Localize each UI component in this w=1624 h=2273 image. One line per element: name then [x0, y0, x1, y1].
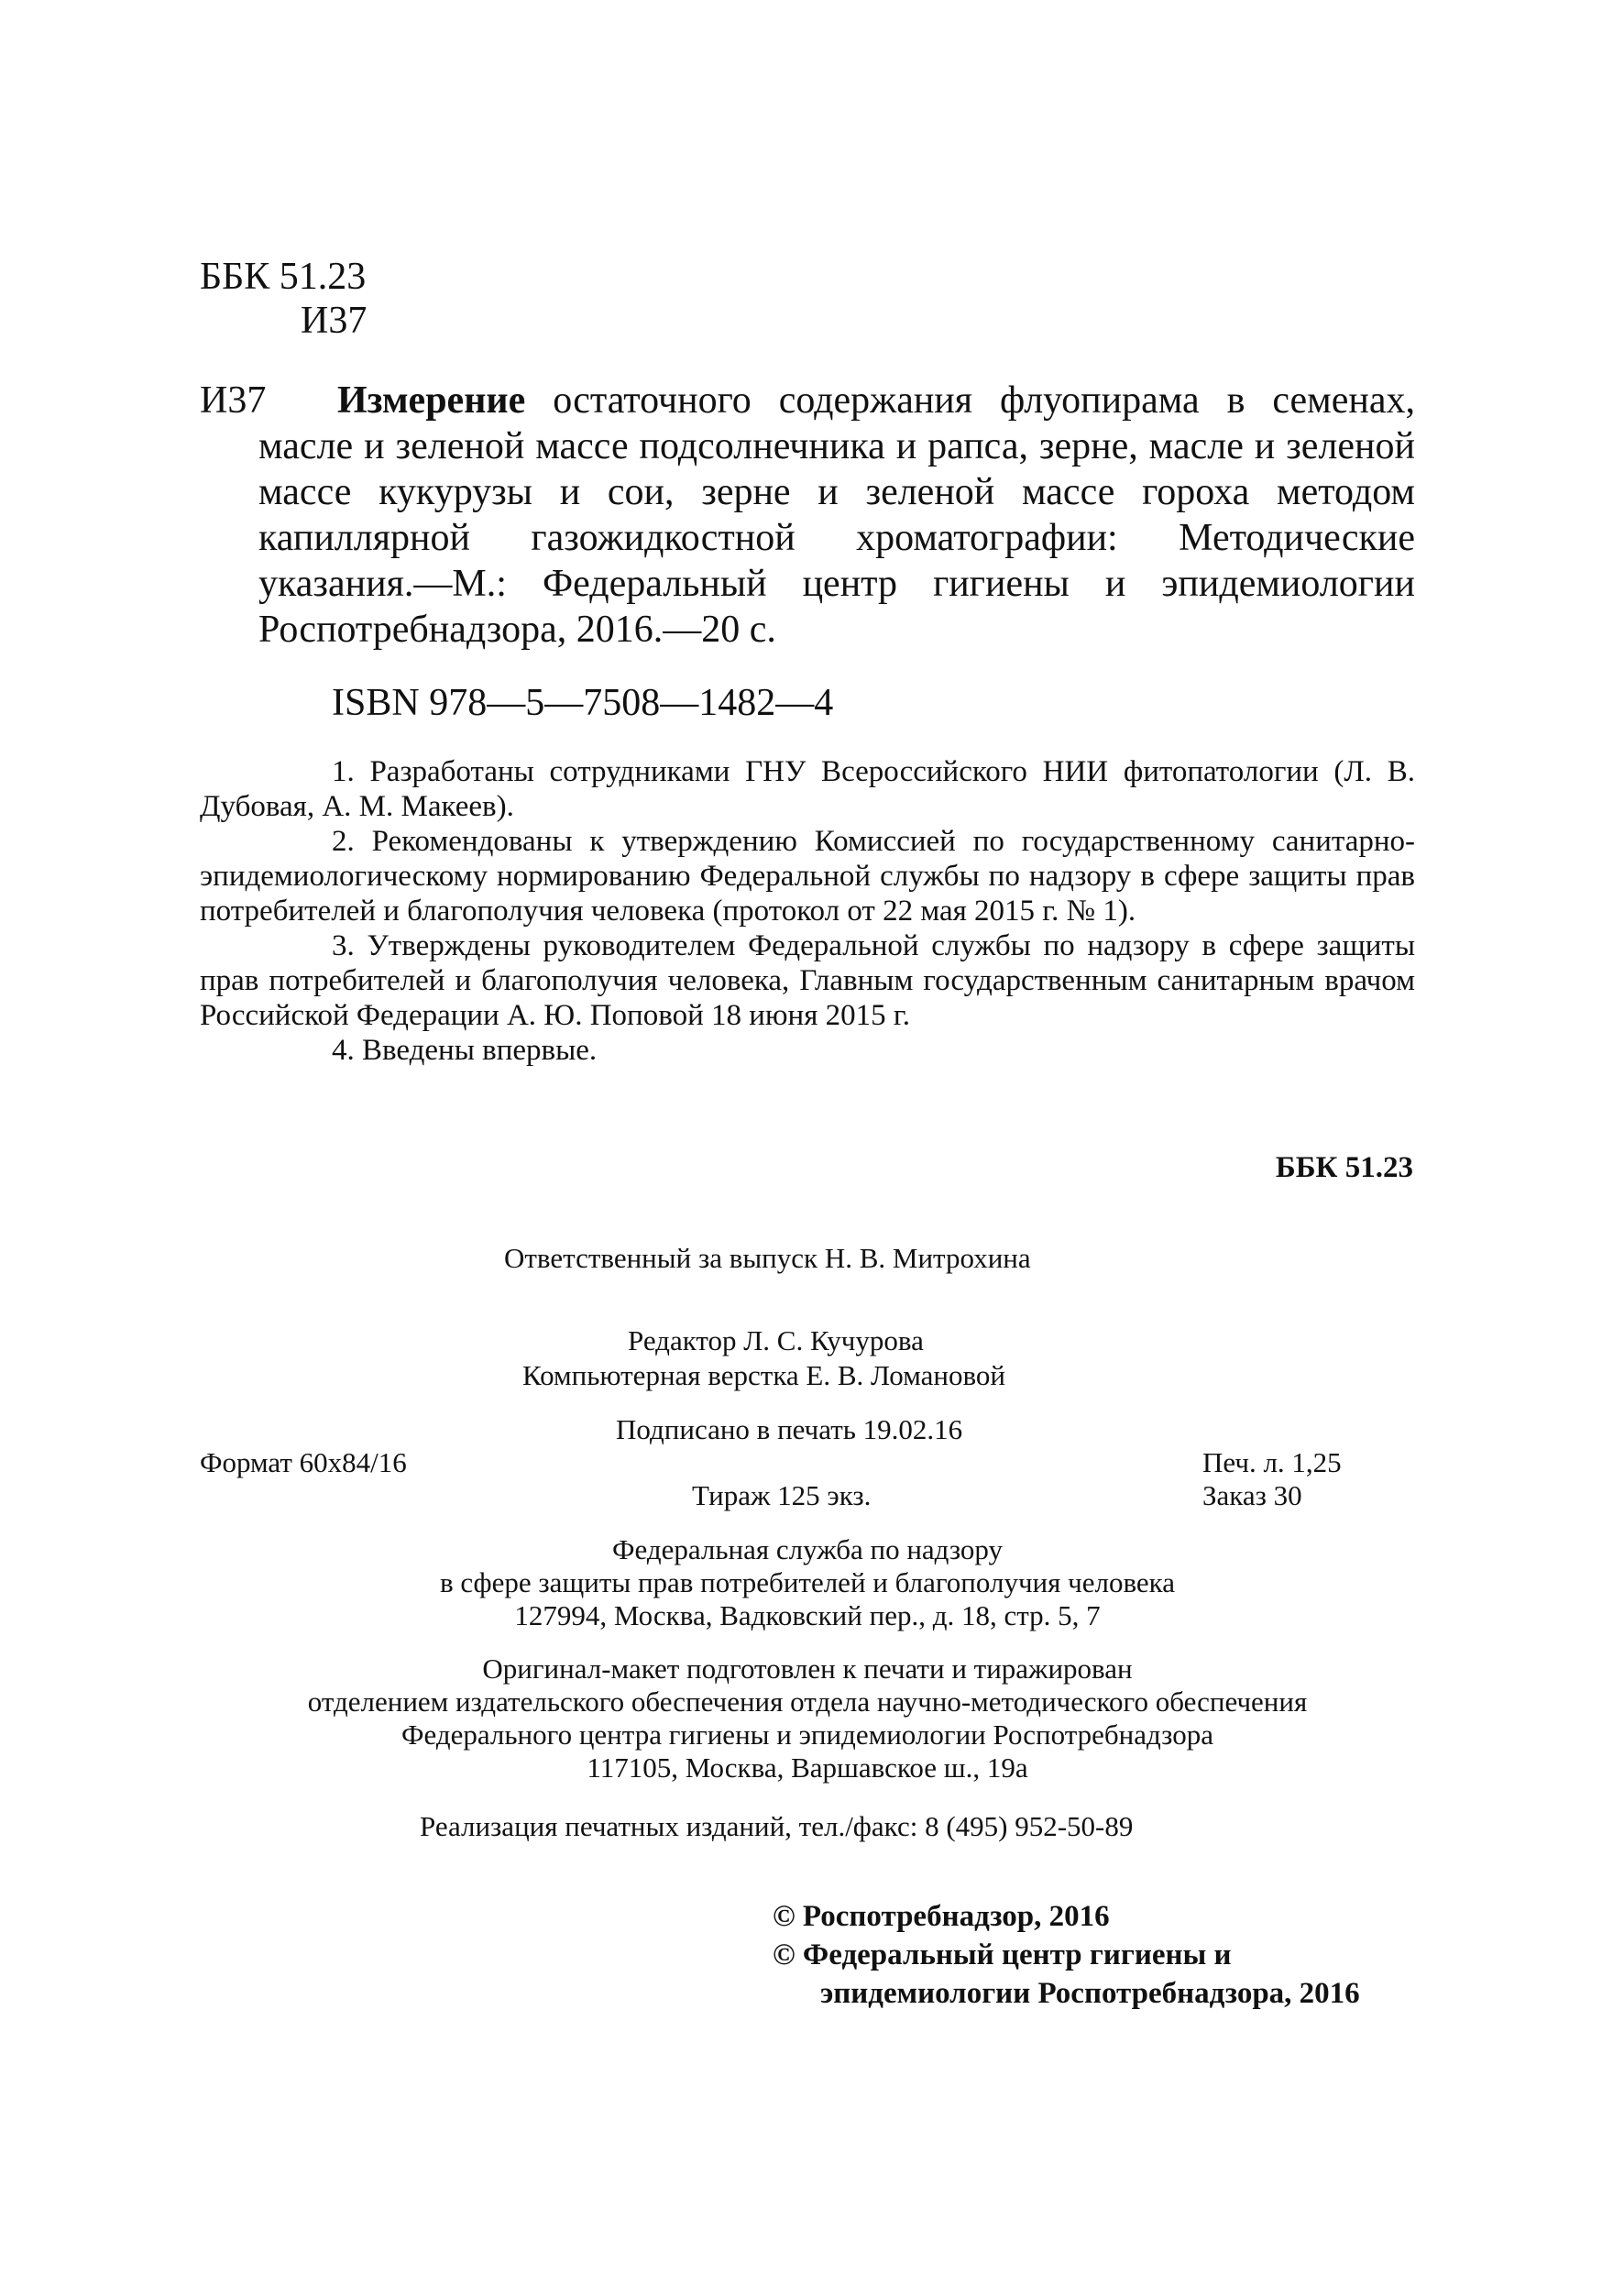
notes-list [200, 754, 1415, 1068]
print-run: Тираж 125 экз. [692, 1479, 872, 1511]
printed-sheets: Печ. л. 1,25 [1202, 1446, 1342, 1478]
signed-date: Подписано в печать 19.02.16 [616, 1413, 963, 1445]
sales-contact: Реализация печатных изданий, тел./факс: 8 (495) 952-50-89 [420, 1810, 1134, 1842]
note-item: 2. Рекомендованы к утверждению Комиссией по государственному санитарно-эпидемиологическому нормированию Федеральной службы по надзору в сфере защиты прав потребителей и благополучия человека (протокол от 22 мая 2015 г. № 1). [200, 825, 1415, 928]
publisher-line: Федеральная служба по надзору [612, 1533, 1003, 1565]
printer-line: Оригинал-макет подготовлен к печати и тиражирован [482, 1653, 1133, 1685]
order-number: Заказ 30 [1202, 1479, 1302, 1511]
printer-line: Федерального центра гигиены и эпидемиологии Роспотребнадзора [401, 1718, 1213, 1751]
publisher-block [200, 1533, 1415, 1632]
bbk-code: ББК 51.23 [200, 256, 367, 298]
responsible-editor: Ответственный за выпуск Н. В. Митрохина [504, 1242, 1031, 1274]
note-item: 1. Разработаны сотрудниками ГНУ Всероссийского НИИ фитопатологии (Л. В. Дубовая, А. М. Макеев). [200, 755, 1415, 823]
copyright-line: © Роспотребнадзор, 2016 [773, 1900, 1110, 1933]
entry-title-rest: остаточного содержания флуопирама в семенах, масле и зеленой массе подсолнечника и рапса, зерне, масле и зеленой массе кукурузы и сои, зерне и зеленой массе гороха методом капиллярной газожидкостной хроматографии: Методические указания.—М.: Федеральный центр гигиены и эпидемиологии Роспотребнадзора, 2016.—20 с. [258, 379, 1415, 651]
copyright-line: эпидемиологии Роспотребнадзора, 2016 [820, 1977, 1360, 2010]
note-item: 3. Утверждены руководителем Федеральной службы по надзору в сфере защиты прав потребителей и благополучия человека, Главным государственным санитарным врачом Российской Федерации А. Ю. Поповой 18 июня 2015 г. [200, 929, 1415, 1032]
entry-mark: И37 [200, 379, 267, 422]
publisher-address: 127994, Москва, Вадковский пер., д. 18, стр. 5, 7 [514, 1599, 1101, 1631]
author-mark: И37 [301, 300, 368, 342]
entry-title-bold: Измерение [337, 379, 526, 422]
printer-block [200, 1653, 1415, 1784]
printer-line: отделением издательского обеспечения отдела научно-методического обеспечения [307, 1686, 1308, 1718]
paper-format: Формат 60x84/16 [200, 1446, 407, 1478]
layout-credit: Компьютерная верстка Е. В. Ломановой [522, 1359, 1005, 1391]
bbk-right: ББК 51.23 [1275, 1151, 1413, 1184]
isbn: ISBN 978—5—7508—1482—4 [332, 682, 834, 724]
note-item: 4. Введены впервые. [332, 1034, 598, 1067]
copyright-line: © Федеральный центр гигиены и [773, 1938, 1232, 1971]
bibliographic-entry [258, 378, 1415, 653]
publisher-line: в сфере защиты прав потребителей и благополучия человека [439, 1566, 1176, 1598]
printer-address: 117105, Москва, Варшавское ш., 19а [587, 1751, 1028, 1784]
editor: Редактор Л. С. Кучурова [628, 1324, 924, 1356]
